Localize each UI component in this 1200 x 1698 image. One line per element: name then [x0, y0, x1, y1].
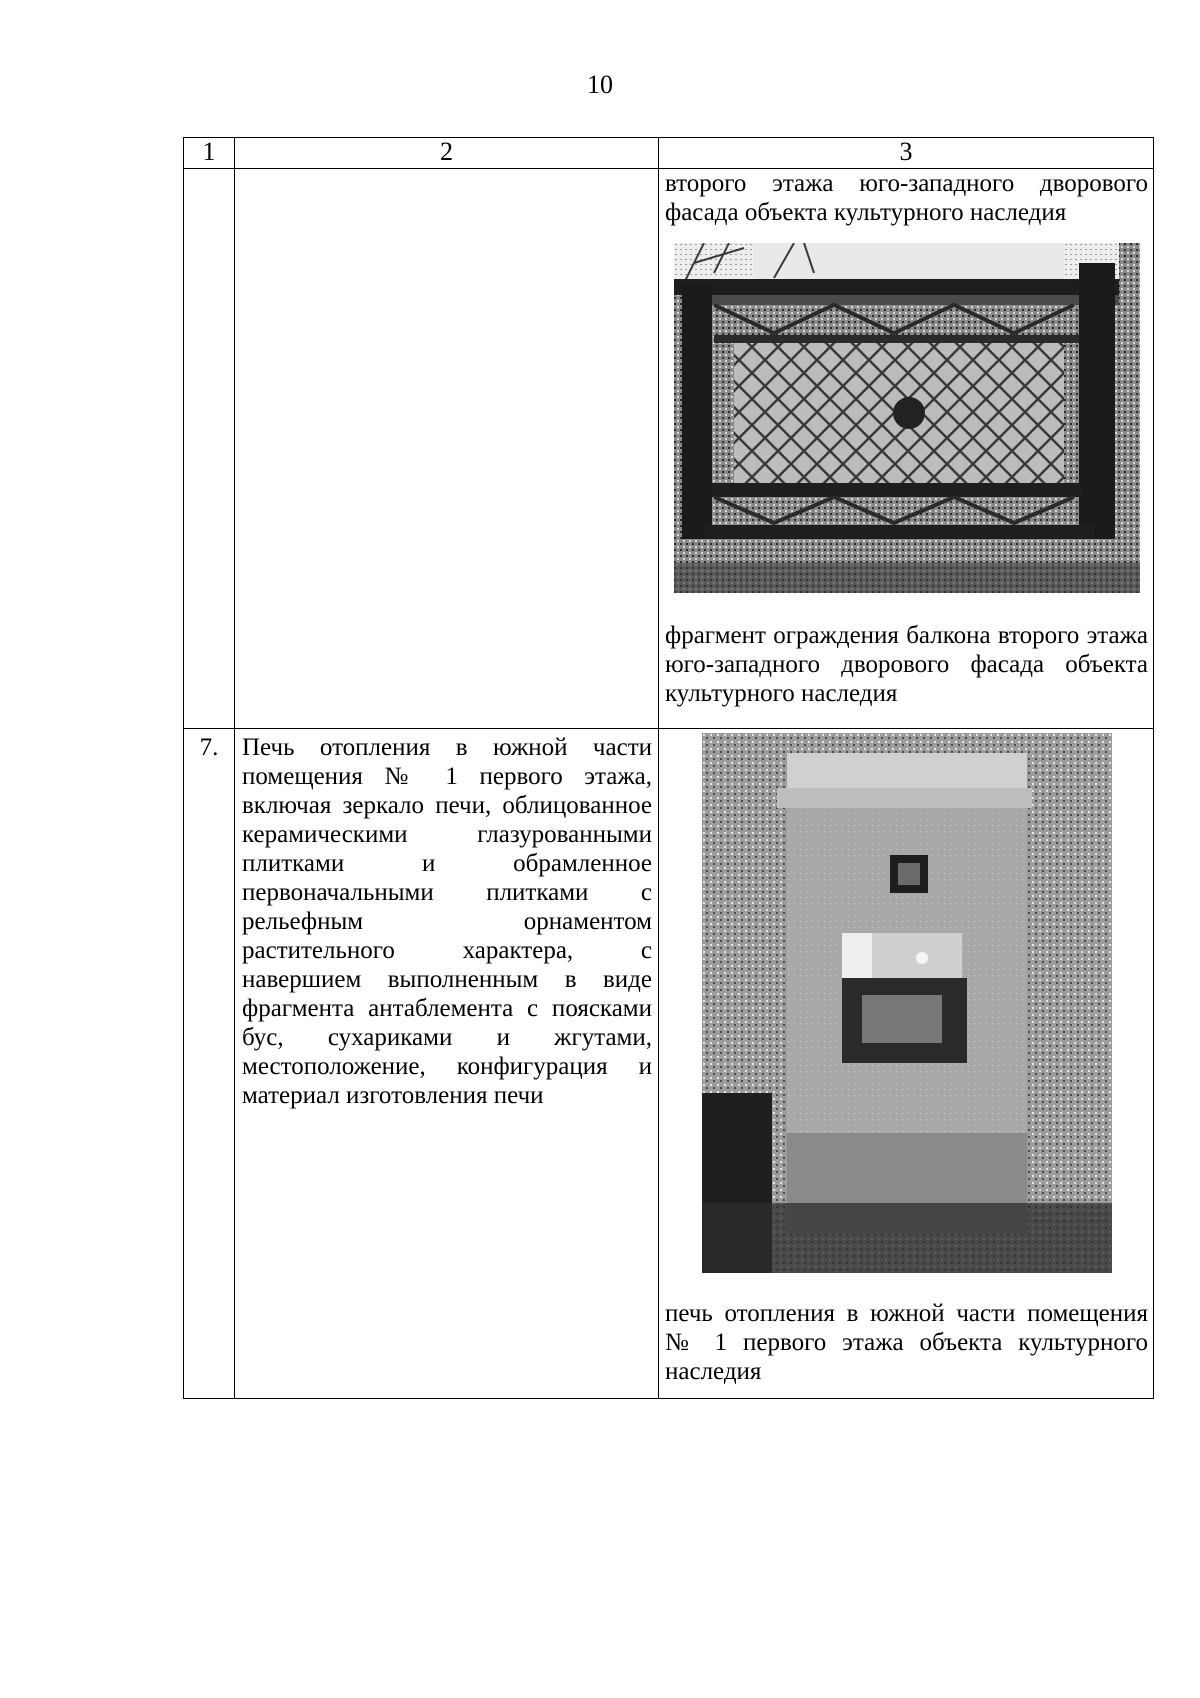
page-number: 10 — [587, 70, 613, 99]
row-number: 7. — [184, 729, 235, 1399]
row-photo-cell — [659, 729, 1154, 1399]
stove-photo-caption: печь отопления в южной части помещения № 1 первого этажа объекта культурного наследия — [665, 1300, 1148, 1385]
balcony-railing-photo — [674, 243, 1140, 593]
row-photo-cell — [659, 169, 1154, 729]
continued-top-caption: второго этажа юго-западного дворового фасада объекта культурного наследия — [665, 170, 1148, 226]
continued-photo-caption: фрагмент ограждения балкона второго этажа юго-западного дворового фасада объекта культурного наследия — [665, 622, 1148, 707]
column-header-2: 2 — [235, 138, 659, 169]
table-row-7 — [184, 729, 1154, 1399]
stove-photo — [702, 733, 1112, 1273]
column-header-3: 3 — [659, 138, 1154, 169]
row-number-cell-empty — [184, 169, 235, 729]
row-description — [235, 729, 659, 1399]
stove-description: Печь отопления в южной части помещения № 1 первого этажа, включая зеркало печи, облицованное керамическими глазурованными плитками и обрамленное первоначальными плитками с рельефным орнаментом растительного характера, с навершием выполненным в виде фрагмента антаблемента с поясками бус, сухариками и жгутами, местоположение, конфигурация и материал изготовления печи — [242, 734, 652, 1109]
row-description-cell-empty — [235, 169, 659, 729]
column-header-1: 1 — [184, 138, 235, 169]
heritage-items-table — [183, 137, 1154, 1399]
table-header-row — [184, 138, 1154, 169]
table-row-continued — [184, 169, 1154, 729]
